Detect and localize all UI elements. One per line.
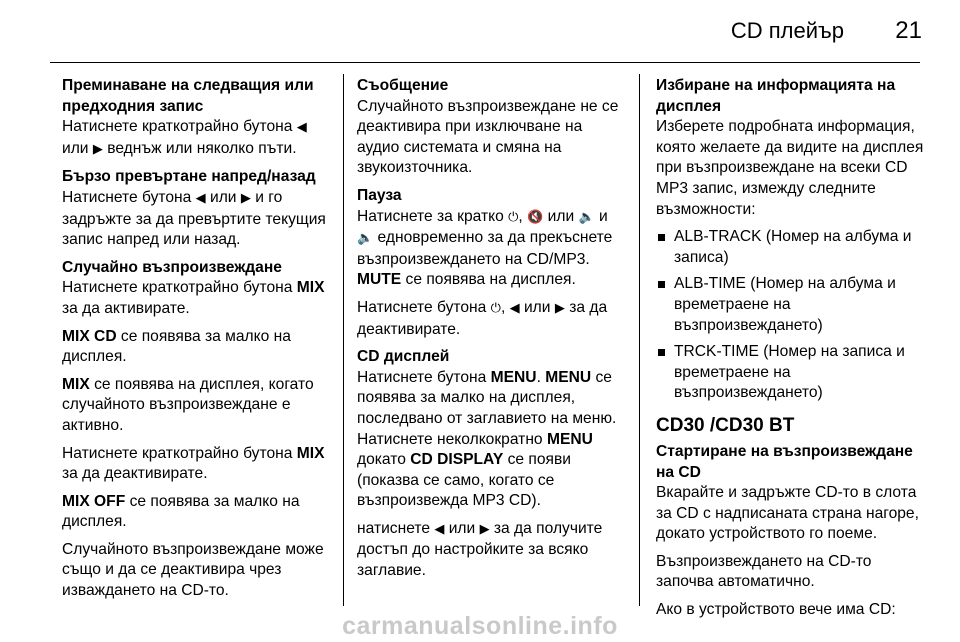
section-message (357, 76, 627, 179)
text: докато (357, 451, 406, 469)
section-cd-display (357, 347, 627, 512)
mix-label: MIX (62, 375, 90, 393)
text: или (523, 298, 551, 316)
column-divider (639, 74, 640, 606)
paragraph (357, 519, 627, 582)
paragraph (62, 278, 332, 319)
right-triangle-icon: ▶ (554, 300, 565, 316)
text: за да деактивирате. (357, 298, 608, 338)
text: се появява за малко на дисплея. (62, 327, 291, 366)
column-divider (343, 74, 344, 606)
options-list (656, 227, 931, 404)
square-bullet-icon (658, 281, 665, 288)
page-number: 21 (895, 17, 922, 44)
paragraph: Натиснете бутона MENU. MENU се появява за малко на дисплея, последвано от заглавието на меню. Натиснете неколкократно MENU докато CD DISPLAY се появи (показва се само, когато се възпроизвежда MP3 CD). (357, 368, 617, 510)
list-item-text: TRCK-TIME (Номер на записа и времетраене на възпроизвеждането) (674, 343, 905, 402)
mute-label: MUTE (357, 271, 402, 289)
list-item (656, 342, 931, 404)
section-pause (357, 186, 627, 291)
header-divider (50, 62, 920, 63)
section-heading: Пауза (357, 186, 402, 204)
right-triangle-icon: ▶ (479, 521, 490, 537)
model-heading: CD30 /CD30 BT (656, 414, 795, 436)
text: и (599, 207, 608, 225)
text: Натиснете бутона (62, 188, 192, 206)
text: за да получите достъп до настройките за всяко заглавие. (357, 519, 603, 580)
right-triangle-icon: ▶ (240, 190, 251, 206)
left-triangle-icon: ◀ (296, 120, 307, 136)
list-item-text: ALB-TIME (Номер на албума и времетраене на възпроизвеждането) (674, 275, 896, 334)
right-triangle-icon: ▶ (92, 141, 103, 157)
text: Натиснете краткотрайно бутона (62, 279, 293, 297)
text: за да деактивирате. (62, 465, 208, 483)
paragraph (357, 207, 627, 291)
column-1 (62, 76, 332, 609)
text: или (448, 519, 476, 537)
section-heading: CD дисплей (357, 348, 450, 366)
menu-label: MENU (545, 368, 592, 386)
paragraph: Вкарайте и задръжте CD-то в слота за CD с надписаната страна нагоре, докато устройството го поеме. (656, 484, 919, 543)
section-heading: Случайно възпроизвеждане (62, 258, 282, 276)
text: или (209, 188, 237, 206)
page-header (0, 0, 960, 62)
list-item-text: ALB-TRACK (Номер на албума и записа) (674, 228, 912, 266)
menu-label: MENU (490, 368, 537, 386)
text: Натиснете краткотрайно бутона (62, 444, 293, 462)
paragraph (62, 444, 332, 485)
paragraph (357, 298, 627, 340)
square-bullet-icon (658, 234, 665, 241)
watermark: carmanualsonline.info (342, 612, 618, 640)
text: едновременно за да прекъснете възпроизвеждането на CD/MP3. (357, 229, 613, 268)
paragraph (62, 117, 332, 160)
square-bullet-icon (658, 349, 665, 356)
text: се появява на дисплея, когато случайното възпроизвеждане е активно. (62, 375, 314, 434)
text: се появява за малко на дисплея, последвано от заглавието на меню. Натиснете неколкократно (357, 368, 617, 448)
section-next-previous (62, 76, 332, 160)
cd-display-label: CD DISPLAY (410, 451, 504, 469)
paragraph: Ако в устройството вече има CD: (656, 601, 896, 619)
text: се появява за малко на дисплея. (62, 492, 300, 531)
speaker-icon: 🔈 (357, 231, 374, 247)
paragraph (62, 327, 332, 368)
speaker-off-icon: 🔇 (527, 209, 544, 225)
text: или (547, 207, 575, 225)
column-2 (357, 76, 627, 589)
mix-cd-label: MIX CD (62, 327, 117, 345)
menu-label: MENU (546, 430, 593, 448)
paragraph: Случайното възпроизвеждане може също и да се деактивира чрез изваждането на CD-то. (62, 540, 324, 600)
speaker-icon: 🔈 (578, 209, 595, 225)
section-heading: Съобщение (357, 77, 449, 94)
paragraph: Възпроизвеждането на CD-то започва автоматично. (656, 552, 872, 591)
list-item (656, 274, 931, 336)
section-heading: Преминаване на следващия или предходния запис (62, 77, 314, 115)
section-start-playback (656, 442, 931, 545)
text: или (62, 139, 89, 157)
section-fast-forward (62, 167, 332, 250)
text: Натиснете бутона (357, 368, 487, 386)
text: за да активирате. (62, 299, 190, 317)
paragraph: Случайното възпроизвеждане не се деактивира при изключване на аудио системата и смяна на звукоизточника. (357, 97, 619, 177)
text: веднъж или няколко пъти. (107, 139, 297, 157)
text: Натиснете бутона (357, 298, 487, 316)
paragraph (62, 188, 332, 251)
text: се появи (показва се само, когато се възпроизвежда MP3 CD). (357, 451, 571, 510)
power-symbol-icon: ⏻ (508, 209, 519, 225)
section-random (62, 258, 332, 320)
list-item (656, 227, 931, 268)
text: , (500, 298, 506, 316)
section-heading: Стартиране на възпроизвеждане на CD (656, 442, 913, 481)
mix-label: MIX (296, 444, 325, 462)
text: натиснете (357, 519, 430, 537)
text: Натиснете за кратко (357, 207, 504, 225)
mix-off-label: MIX OFF (62, 492, 126, 510)
section-heading: Избиране на информацията на дисплея (656, 77, 896, 115)
page-title: CD плейър (730, 18, 844, 43)
column-3 (656, 76, 931, 628)
left-triangle-icon: ◀ (195, 190, 206, 206)
left-triangle-icon: ◀ (434, 521, 445, 537)
section-display-info (656, 76, 931, 220)
left-triangle-icon: ◀ (509, 300, 520, 316)
paragraph (62, 492, 332, 533)
text: Натиснете краткотрайно бутона (62, 118, 293, 136)
text: , (518, 207, 523, 225)
paragraph: Изберете подробната информация, която желаете да видите на дисплея при възпроизвеждане на всеки CD MP3 запис, измежду следните възможности: (656, 118, 924, 218)
mix-label: MIX (296, 279, 325, 297)
text: и го задръжте за да превъртите текущия запис напред или назад. (62, 188, 326, 249)
power-symbol-icon: ⏻ (490, 300, 501, 316)
section-heading: Бързо превъртане напред/назад (62, 168, 316, 186)
paragraph (62, 375, 332, 437)
text: се появява на дисплея. (405, 271, 576, 289)
